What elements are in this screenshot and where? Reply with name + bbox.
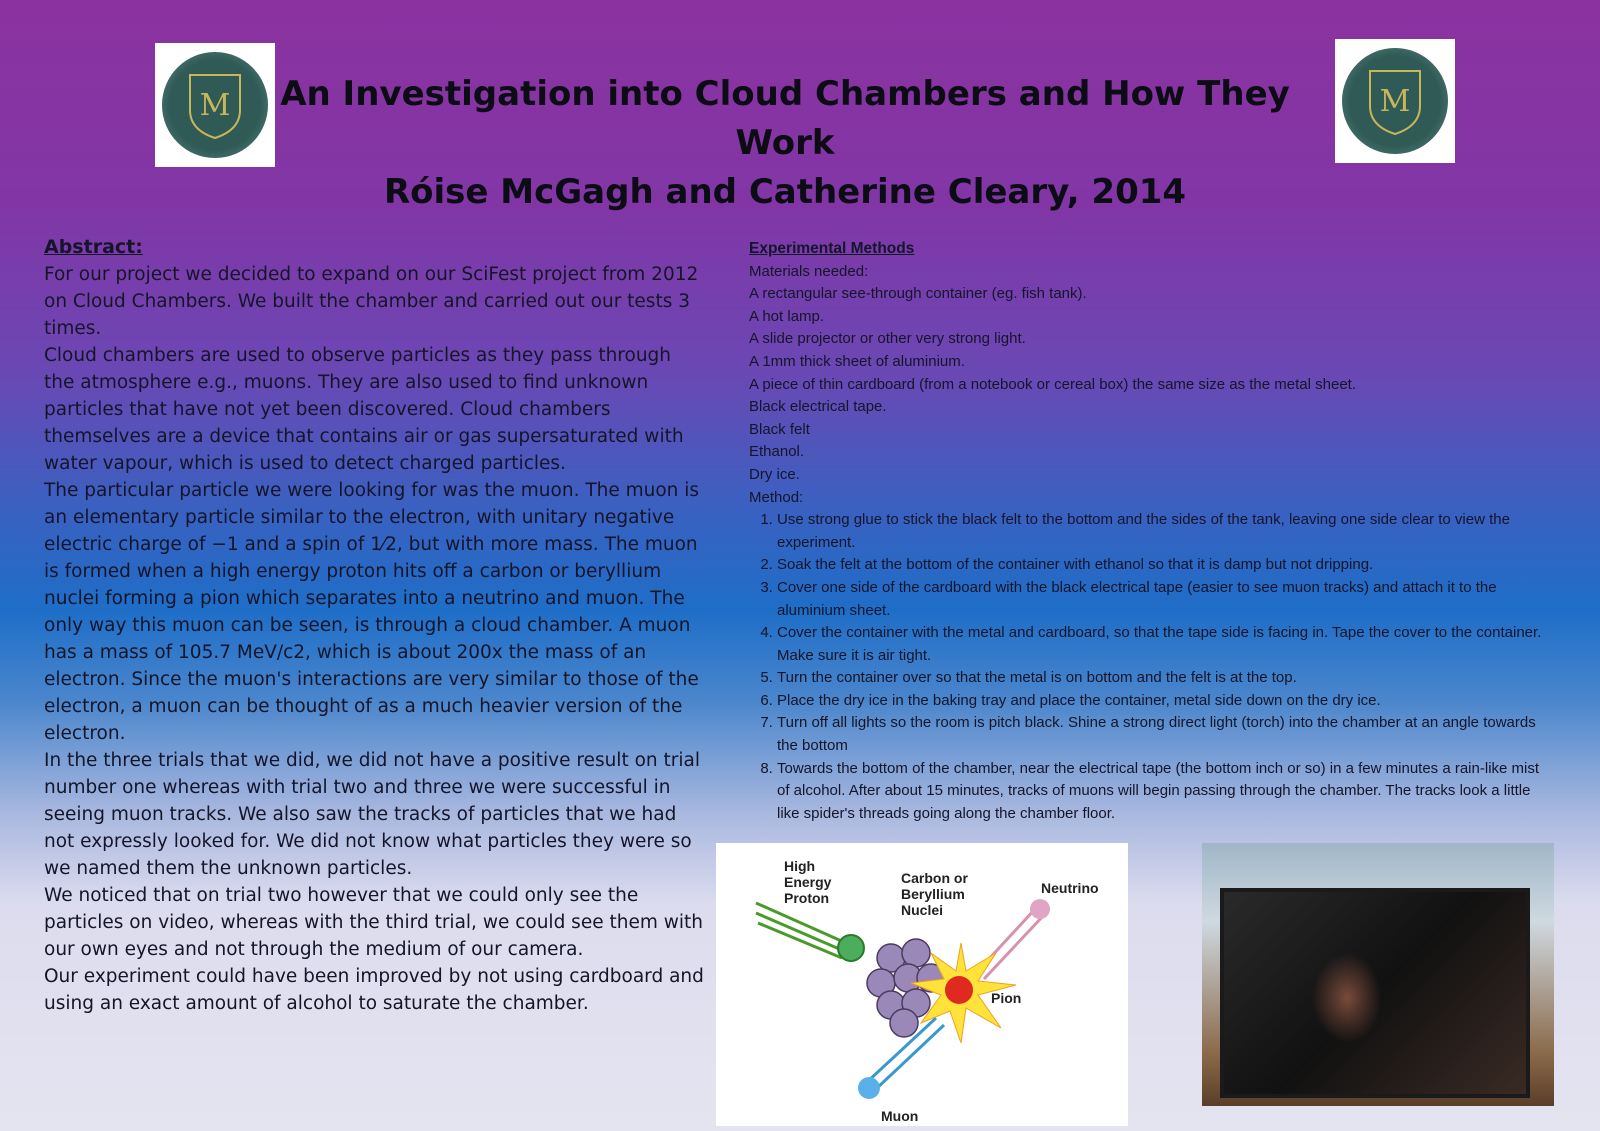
method-steps bbox=[749, 509, 1549, 825]
label-nuclei: Beryllium bbox=[901, 886, 965, 902]
methods-section bbox=[749, 238, 1549, 825]
label-proton: Energy bbox=[784, 874, 832, 890]
material-item: Black felt bbox=[749, 420, 810, 438]
crest-icon bbox=[162, 52, 268, 158]
label-proton: Proton bbox=[784, 890, 830, 906]
abstract-paragraph: For our project we decided to expand on our SciFest project from 2012 on Cloud Chambers. We built the chamber and carried out our tests 3 times. bbox=[44, 264, 699, 339]
abstract-section bbox=[44, 236, 704, 1017]
abstract-paragraph: Cloud chambers are used to observe particles as they pass through the atmosphere e.g., muons. They are also used to find unknown particles that have not yet been discovered. Cloud chambers themselves are a device that contains air or gas supersaturated with water vapour, which is used to detect charged particles. bbox=[44, 345, 684, 474]
school-logo-right bbox=[1335, 39, 1455, 163]
method-step: 8. Towards the bottom of the chamber, near the electrical tape (the bottom inch or so) in a few minutes a rain-like mist of alcohol. After about 15 minutes, tracks of muons will begin passing through the chamber. The tracks look a little like spider's threads going along the chamber floor. bbox=[777, 758, 1549, 826]
label-pion: Pion bbox=[991, 990, 1022, 1006]
abstract-paragraph: We noticed that on trial two however that we could only see the particles on video, whereas with the third trial, we could see them with our own eyes and not through the medium of our camera. bbox=[44, 885, 703, 960]
method-step: 2. Soak the felt at the bottom of the container with ethanol so that it is damp but not dripping. bbox=[777, 554, 1549, 577]
pion-ball bbox=[945, 976, 973, 1004]
cloud-chamber-photo bbox=[1202, 843, 1554, 1106]
abstract-paragraph: The particular particle we were looking for was the muon. The muon is an elementary particle similar to the electron, with unitary negative electric charge of −1 and a spin of 1⁄2, but with more mass. The muon is formed when a high energy proton hits off a carbon or beryllium nuclei forming a pion which separates into a neutrino and muon. The only way this muon can be seen, is through a cloud chamber. A muon has a mass of 105.7 MeV/c2, which is about 200x the mass of an electron. Since the muon's interactions are very similar to those of the electron, a muon can be thought of as a much heavier version of the electron. bbox=[44, 480, 700, 744]
method-step: 3. Cover one side of the cardboard with the black electrical tape (easier to see muon tracks) and attach it to the aluminium sheet. bbox=[777, 577, 1549, 622]
chamber-glow bbox=[1312, 953, 1382, 1043]
material-item: A 1mm thick sheet of aluminium. bbox=[749, 352, 965, 370]
muon-formation-diagram bbox=[716, 843, 1128, 1126]
method-step: 6. Place the dry ice in the baking tray and place the container, metal side down on the dry ice. bbox=[777, 690, 1549, 713]
proton-track bbox=[756, 903, 846, 958]
authors-line: Róise McGagh and Catherine Cleary, 2014 bbox=[383, 172, 1187, 212]
materials-label: Materials needed: bbox=[749, 262, 869, 280]
svg-text:M: M bbox=[199, 88, 231, 123]
label-proton: High bbox=[784, 858, 816, 874]
material-item: Black electrical tape. bbox=[749, 398, 887, 416]
methods-heading: Experimental Methods bbox=[749, 240, 915, 257]
muon-ball bbox=[858, 1077, 880, 1099]
method-step: 4. Cover the container with the metal and cardboard, so that the tape side is facing in. Tape the cover to the container. Make sure it is air tight. bbox=[777, 622, 1549, 667]
abstract-heading: Abstract: bbox=[44, 236, 143, 258]
method-step: 5. Turn the container over so that the metal is on bottom and the felt is at the top. bbox=[777, 667, 1549, 690]
title-line: An Investigation into Cloud Chambers and How They Work bbox=[280, 74, 1290, 163]
abstract-paragraph: Our experiment could have been improved by not using cardboard and using an exact amount of alcohol to saturate the chamber. bbox=[44, 966, 704, 1014]
crest-icon bbox=[1342, 48, 1448, 154]
label-neutrino: Neutrino bbox=[1041, 880, 1099, 896]
proton-ball bbox=[838, 935, 864, 961]
label-nuclei: Nuclei bbox=[901, 902, 944, 918]
material-item: Dry ice. bbox=[749, 465, 800, 483]
method-step: 1. Use strong glue to stick the black felt to the bottom and the sides of the tank, leaving one side clear to view the experiment. bbox=[777, 509, 1549, 554]
material-item: A rectangular see-through container (eg. fish tank). bbox=[749, 285, 1087, 303]
material-item: A piece of thin cardboard (from a notebook or cereal box) the same size as the metal sheet. bbox=[749, 375, 1356, 393]
poster-title bbox=[280, 70, 1290, 217]
label-nuclei: Carbon or bbox=[901, 870, 968, 886]
method-label: Method: bbox=[749, 488, 804, 506]
label-muon: Muon bbox=[881, 1108, 919, 1124]
material-item: Ethanol. bbox=[749, 443, 805, 461]
method-step: 7. Turn off all lights so the room is pitch black. Shine a strong direct light (torch) into the chamber at an angle towards the bottom bbox=[777, 712, 1549, 757]
abstract-paragraph: In the three trials that we did, we did not have a positive result on trial number one whereas with trial two and three we were successful in seeing muon tracks. We also saw the tracks of particles that we had not expressly looked for. We did not know what particles they were so we named them the unknown particles. bbox=[44, 750, 700, 879]
neutrino-ball bbox=[1030, 899, 1050, 919]
svg-text:M: M bbox=[1379, 84, 1411, 119]
school-logo-left bbox=[155, 43, 275, 167]
material-item: A hot lamp. bbox=[749, 307, 825, 325]
material-item: A slide projector or other very strong light. bbox=[749, 330, 1026, 348]
